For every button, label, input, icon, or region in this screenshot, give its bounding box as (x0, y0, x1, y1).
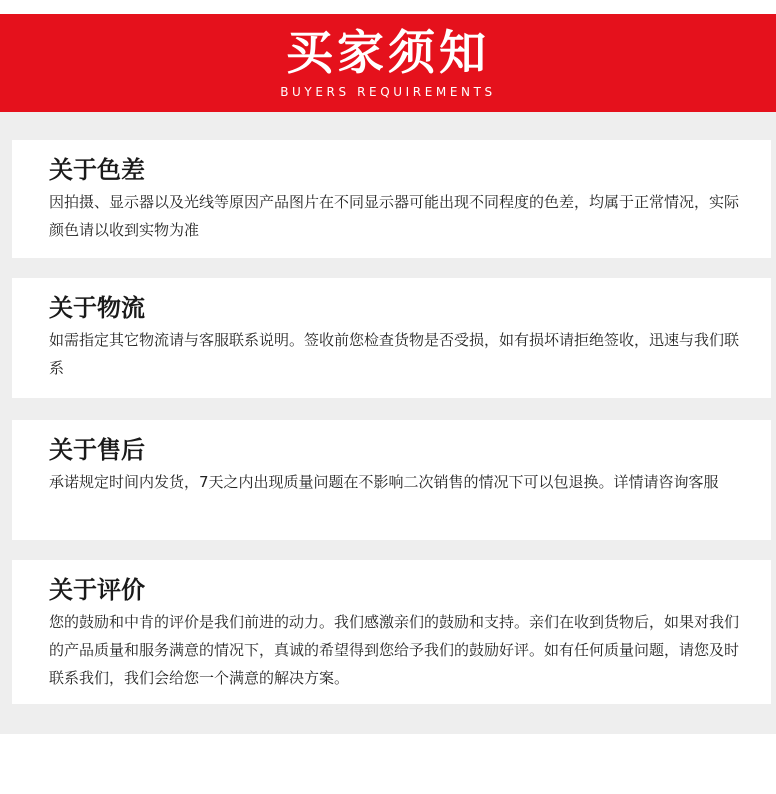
section-heading: 关于评价 (49, 576, 145, 604)
footer-spacer (0, 734, 776, 794)
section-body: 如需指定其它物流请与客服联系说明。签收前您检查货物是否受损，如有损坏请拒绝签收，迅速与我们联系 (49, 331, 740, 377)
notice-card-reviews (12, 560, 771, 704)
header-banner (0, 14, 776, 112)
top-strip (0, 0, 776, 14)
notice-card-color-difference (12, 140, 771, 258)
notice-card-logistics (12, 278, 771, 398)
section-body: 您的鼓励和中肯的评价是我们前进的动力。我们感激亲们的鼓励和支持。亲们在收到货物后，如果对我们的产品质量和服务满意的情况下，真诚的希望得到您给予我们的鼓励好评。如有任何质量问题，请您及时联系我们，我们会给您一个满意的解决方案。 (49, 613, 740, 687)
section-heading: 关于售后 (49, 436, 145, 464)
banner-subtitle: BUYERS REQUIREMENTS (280, 85, 496, 99)
section-body: 因拍摄、显示器以及光线等原因产品图片在不同显示器可能出现不同程度的色差，均属于正常情况，实际颜色请以收到实物为准 (49, 193, 740, 239)
notice-list (0, 112, 776, 734)
banner-title: 买家须知 (286, 26, 490, 81)
section-heading: 关于物流 (49, 294, 145, 322)
section-body: 承诺规定时间内发货，7天之内出现质量问题在不影响二次销售的情况下可以包退换。详情请咨询客服 (49, 473, 719, 491)
notice-card-after-sales (12, 420, 771, 540)
section-heading: 关于色差 (49, 156, 145, 184)
